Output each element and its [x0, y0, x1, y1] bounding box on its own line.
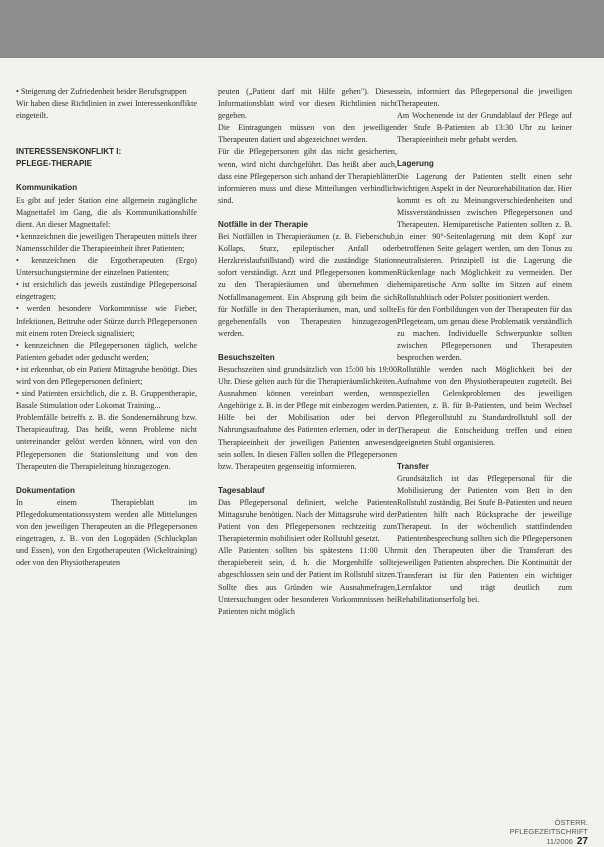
paragraph: In einem Therapieblatt im Pflegedokumentationssystem werden alle Mittelungen von den jeweiligen Therapeuten an die Pflegepersonen eingetragen, z. B. von den Logopäden (Schluckplan und Essen), von den Ergotherapeuten (Wickeltraining) oder von den Physiotherapeuten — [16, 497, 197, 568]
paragraph: • ist ersichtlich das jeweils zuständige Pflegepersonal eingetragen; — [16, 280, 197, 302]
spacer — [16, 473, 197, 485]
spacer — [218, 473, 397, 485]
spacer — [397, 146, 572, 158]
paragraph: sein, informiert das Pflegepersonal die jeweiligen Therapeuten. — [397, 87, 572, 109]
paragraph: Am Wochenende ist der Grundablauf der Pflege auf der Stufe B-Patienten ab 13:30 Uhr zu keiner Therapieeinheit mehr gehabt werden. — [397, 111, 572, 145]
paragraph: Problemfälle betreffs z. B. die Sondenernährung bzw. Therapieauftrag. Das heißt, wenn Probleme nicht untereinander gelöst werden können, wird von den Pflegepersonen die Stationsleitung und von den Therapeuten die Therapieleitung hinzugezogen. — [16, 413, 197, 471]
paragraph: Rollstühle werden nach Möglichkeit bei der Aufnahme von den Physiotherapeuten zugeteilt. Bei speziellen Gelenkproblemen des jeweiligen Patienten, z. B. für B-Patienten, und beim Wechsel von Pflegerollstuhl zu Standardrollstuhl soll der Therapeut die Entscheidung treffen und einen geeigneten Stuhl organisieren. — [397, 365, 572, 447]
paragraph: • ist erkennbar, ob ein Patient Mittagruhe benötigt. Dies wird von den Pflegepersonen definiert; — [16, 364, 197, 386]
section-heading: Transfer — [397, 461, 429, 471]
paragraph: Für die Pflegepersonen gibt das nicht gesicherten, wenn, wird nicht durchgeführt. Das heißt aber auch, dass eine Pflegeperson sich anhand der Therapieblätter informieren muss und diese Mitteilungen verbindlich sind. — [218, 147, 397, 205]
paragraph: Grundsätzlich ist das Pflegepersonal für die Mobilisierung der Patienten vom Bett in den Rollstuhl zuständig. Bei Stufe B-Patienten und neuen Patienten hilft nach Rücksprache der jeweilige Therapeut. In der wöchentlich stattfindenden Patientenbesprechung sollten sich die Pflegepersonen mit den Therapeuten über die Transferart des jeweiligen Patienten absprechen. Die Kontinuität der Transferart ist für den Patienten ein wichtiger Lernfaktor und trägt deutlich zum Rehabilitationserfolg bei. — [397, 473, 572, 604]
section-heading: PFLEGE-THERAPIE — [16, 159, 92, 169]
section-heading: Kommunikation — [16, 183, 78, 193]
spacer — [397, 449, 572, 461]
paragraph: peuten („Patient darf mit Hilfe gehen"). Dieses Informationsblatt wird vor diesen Richtlinien nicht gegeben. — [218, 87, 397, 121]
section-heading: Notfälle in der Therapie — [218, 219, 308, 229]
paragraph: • sind Patienten ersichtlich, die z. B. Gruppentherapie, Basale Stimulation oder Lokomat Training... — [16, 389, 197, 411]
column-2 — [218, 86, 397, 618]
paragraph: Es gibt auf jeder Station eine allgemein zugängliche Magnettafel im Gang, die als Kommunikationshilfe dient. An dieser Magnettafel: — [16, 195, 197, 229]
paragraph: • Steigerung der Zufriedenheit beider Berufsgruppen — [16, 87, 187, 96]
section-heading: Dokumentation — [16, 485, 75, 495]
paragraph: Die Lagerung der Patienten stellt einen sehr wichtigen Aspekt in der Neurorehabilitation dar. Hier kommt es oft zu Meinungsverschiedenheiten und Missverständnissen zwischen Pflegepersonen und Therapeuten. Hemiparetische Patienten sollten z. B. in einer 90°-Seitenlagerung mit dem Kopf zur betroffenen Seite gelagert werden, um den Tonus zu neutralisieren. Prinzipiell ist die Lagerung die Rückenlage nach Möglichkeit zu vermeiden. Der hemiparetische Arm sollte im Sitzen auf einem Rollstuhltisch oder Polster positioniert werden. — [397, 171, 572, 302]
section-heading: Tagesablauf — [218, 485, 265, 495]
paragraph: • werden besondere Vorkommnisse wie Fieber, Infektionen, Bettruhe oder Stürze durch Pflegepersonen mit einem roten Dreieck signalisiert; — [16, 304, 197, 338]
top-grey-band — [0, 0, 604, 58]
paragraph: Besuchszeiten sind grundsätzlich von 15:00 bis 19:00 Uhr. Diese gelten auch für die Therapieräumlichkeiten. Ausnahmen können vereinbart werden, wenn Angehörige z. B. in der Pflege mit einbezogen werden. Hilfe bei der Mobilisation oder bei der Nahrungsaufnahme des Patienten erlernen, oder in der Therapieeinheit der jeweiligen Patienten anwesend sein sollen. In diesen Fällen sollen die Pflegepersonen bzw. Therapeuten gegenseitig informieren. — [218, 364, 397, 471]
section-heading: Lagerung — [397, 159, 434, 169]
spacer — [16, 170, 197, 182]
paragraph: • kennzeichnen die jeweiligen Therapeuten mittels ihrer Namensschilder die Therapieeinheit ihrer Patienten; — [16, 231, 197, 253]
paragraph: • kennzeichnen die Ergotherapeuten (Ergo) Untersuchungstermine der einzelnen Patienten; — [16, 256, 197, 278]
spacer — [16, 134, 197, 146]
column-1 — [16, 86, 197, 569]
paragraph: Bei Notfällen in Therapieräumen (z. B. Fieberschub, Kollaps, Sturz, epileptischer Anfall oder Herzkreislaufstillstand) wird die zuständige Station sofort verständigt. Arzt und Pflegepersonen kommen zu den Therapieräumen und übernehmen die Notfallmanagement. Ein Absprung gilt beim die sich für Notfälle in den Therapieräumen, man, und sollte gegebenenfalls von Therapeuten hinzugezogen werden. — [218, 232, 397, 338]
page-number: 27 — [576, 836, 588, 847]
spacer — [16, 122, 197, 134]
spacer — [218, 207, 397, 219]
spacer — [218, 340, 397, 352]
column-3 — [397, 86, 572, 606]
paragraph: Es für den Fortbildungen von der Therapeuten für das Pflegeteam, um genau diese Problematik verständlich zu machen. Individuelle Schwerpunkte sollten zwischen Pflegepersonen und Therapeuten besprochen werden. — [397, 304, 572, 362]
page-footer — [478, 818, 588, 847]
paragraph: Die Eintragungen müssen von den jeweiligen Therapeuten datiert und abgezeichnet werden. — [218, 123, 397, 145]
paragraph: Wir haben diese Richtlinien in zwei Interessenkonflikte eingeteilt. — [16, 99, 197, 121]
section-heading: INTERESSENSKONFLIKT I: — [16, 147, 122, 157]
journal-name: ÖSTERR. PFLEGEZEITSCHRIFT 11/2006 — [509, 818, 588, 846]
paragraph: Das Pflegepersonal definiert, welche Patienten Mittagsruhe benötigen. Nach der Mittagsruhe wird der Patient von den Pflegepersonen rechtzeitig zum Therapietermin mobilisiert oder Rollstuhl gesetzt. — [218, 497, 397, 544]
section-heading: Besuchszeiten — [218, 352, 275, 362]
paragraph: Alle Patienten sollten bis spätestens 11:00 Uhr therapiebereit sein, d. h. die Morgenhilfe sollte abgeschlossen sein und der Patient im Rollstuhl sitzen. Sollte dies aus Gründen wie Ausnahmefragen, Untersuchungen oder besonderen Vorkommnissen bei Patienten nicht möglich — [218, 546, 397, 616]
paragraph: • kennzeichnen die Pflegepersonen täglich, welche Patienten gebadet oder geduscht werden; — [16, 340, 197, 362]
